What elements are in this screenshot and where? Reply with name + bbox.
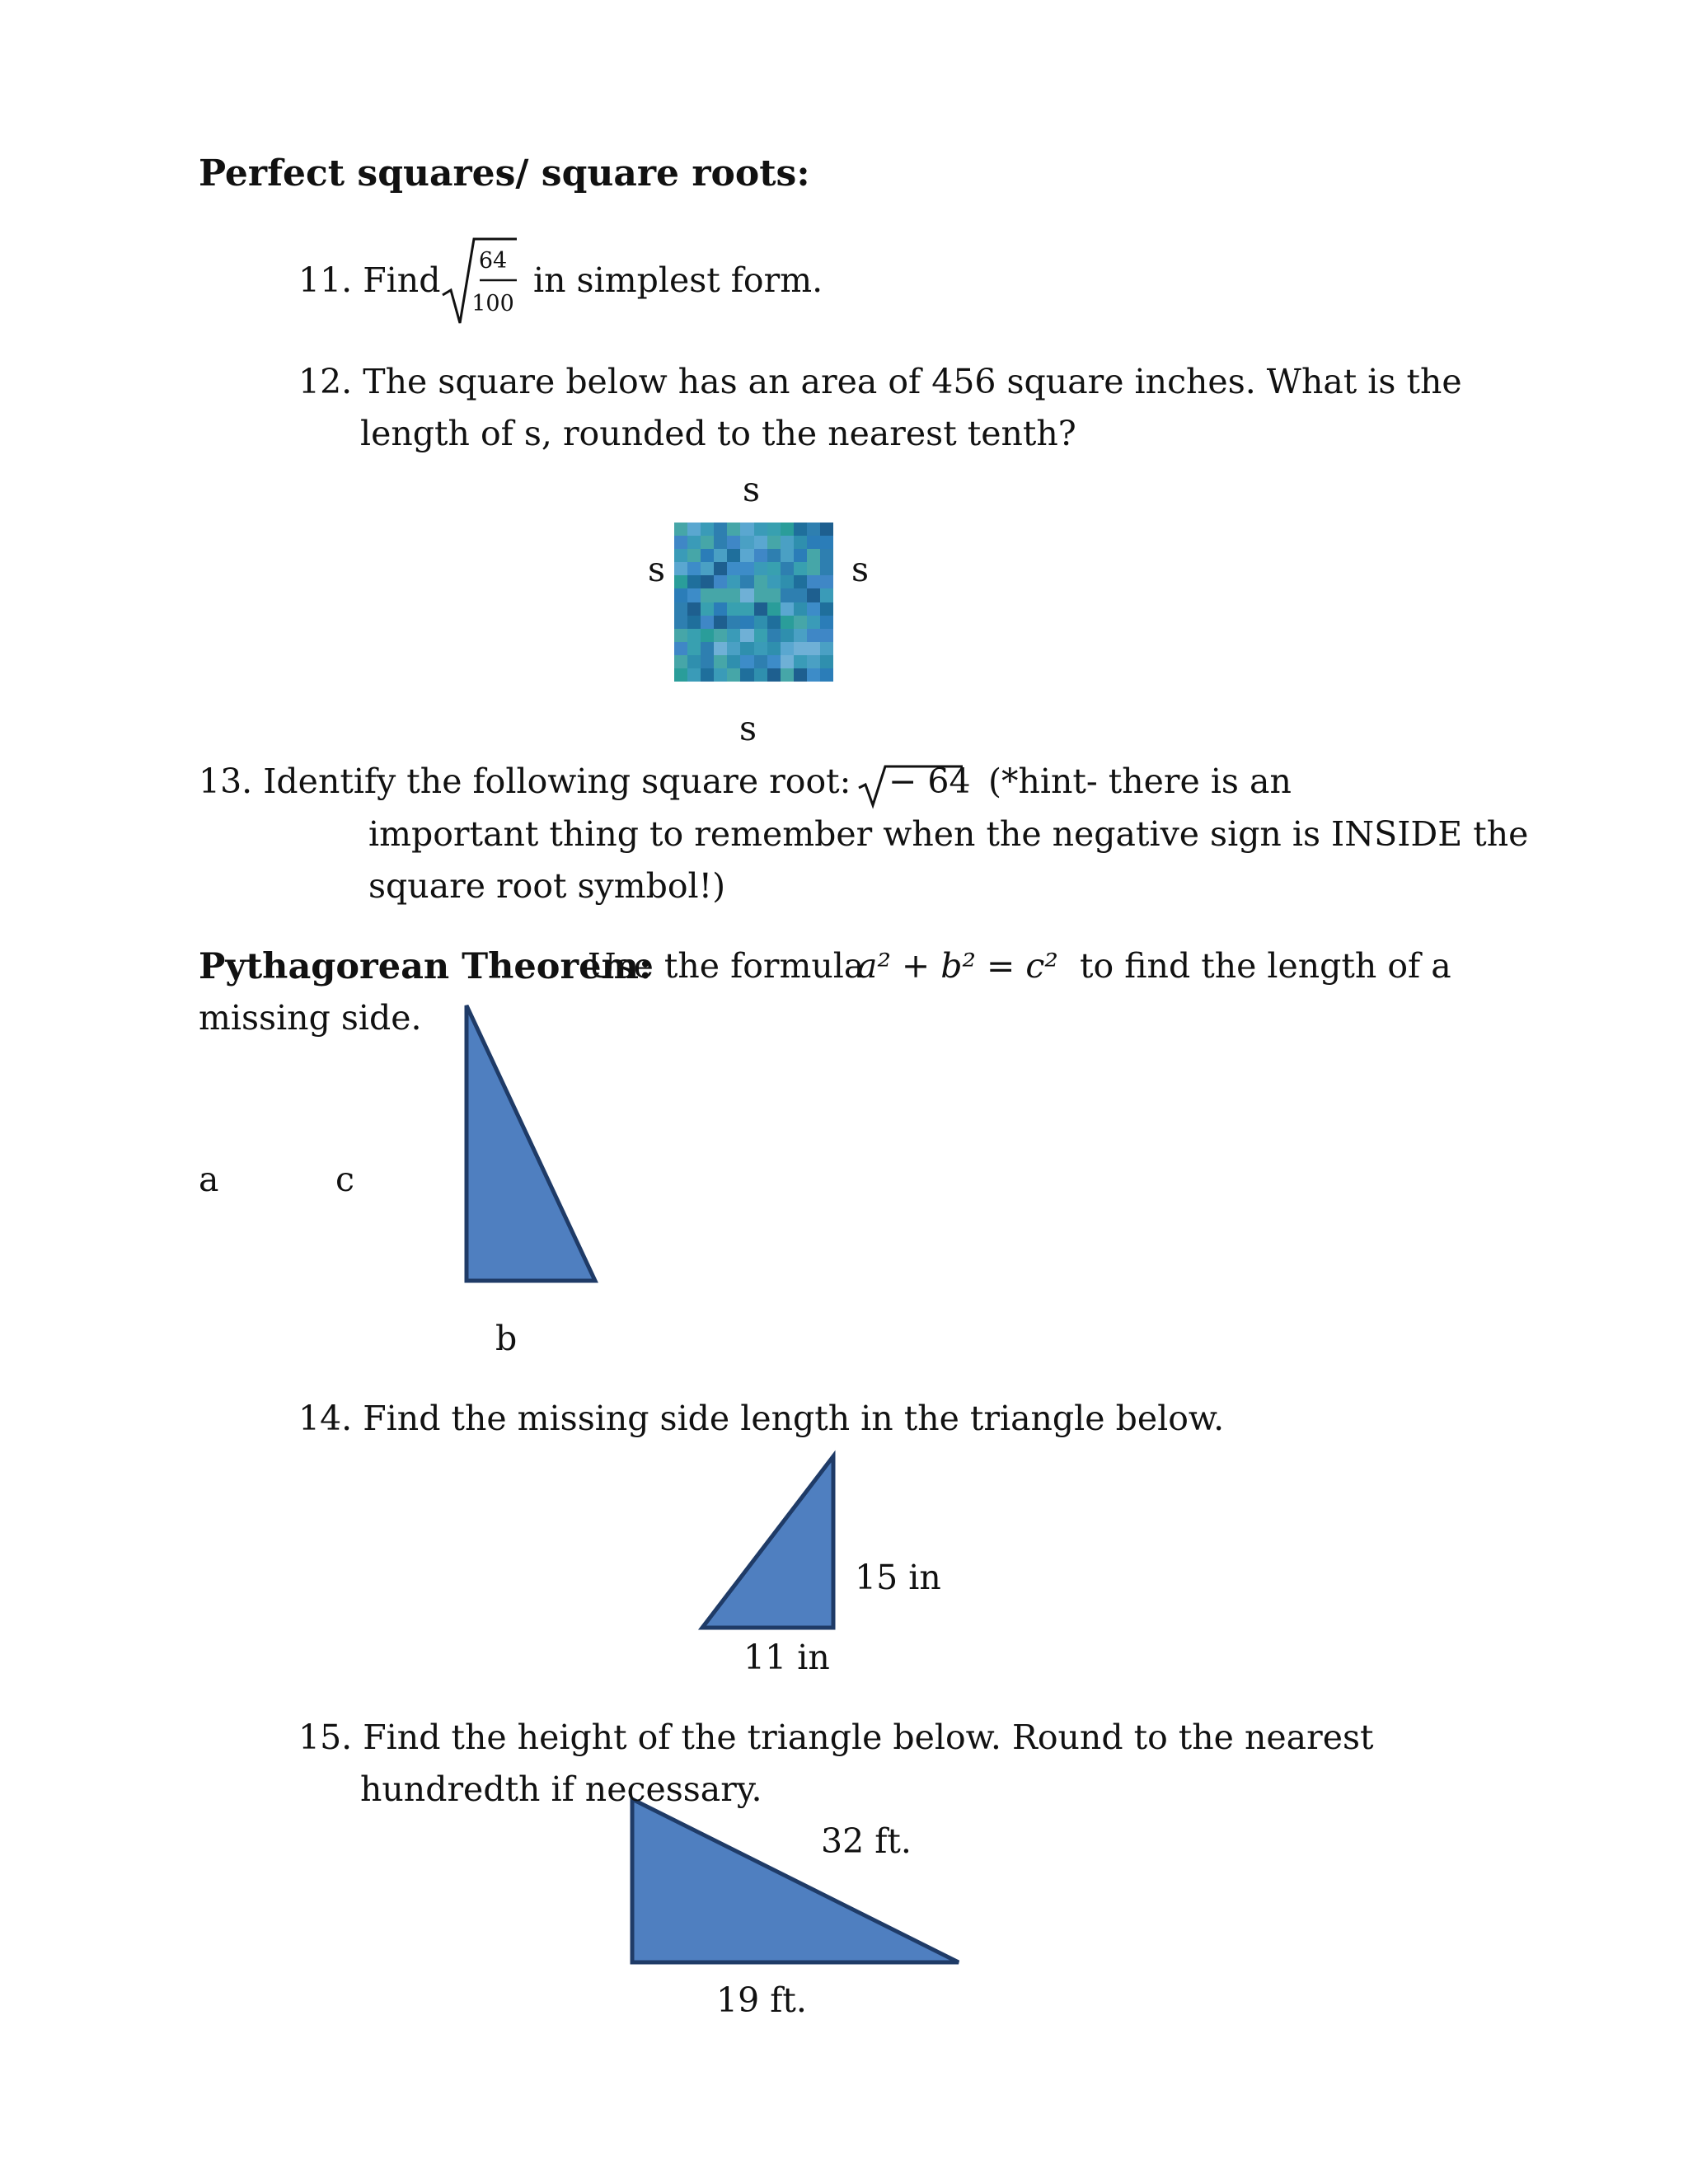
q15-hypotenuse: 32 ft. [821, 1821, 912, 1861]
q13-prefix: 13. Identify the following square root: [199, 762, 851, 801]
q13-hint-line1: (*hint- there is an [988, 762, 1292, 801]
section-heading-pythagorean: Pythagorean Theorem: [199, 946, 652, 987]
q15-base: 19 ft. [716, 1980, 807, 2020]
q11-numerator: 64 [478, 248, 508, 274]
reference-right-triangle [467, 1005, 595, 1281]
q12-line2: length of s, rounded to the nearest tenth? [360, 414, 1076, 453]
formula: a² + b² = c² [857, 946, 1058, 986]
q13-hint-line3: square root symbol!) [368, 866, 726, 906]
formula-intro: Use the formula [588, 946, 865, 986]
triangle-label-a: a [199, 1160, 219, 1199]
triangle-label-b: b [495, 1319, 518, 1358]
square-label-left: s [648, 550, 666, 589]
q12-line1: 12. The square below has an area of 456 square inches. What is the [298, 362, 1462, 401]
q14-triangle [702, 1456, 833, 1628]
q14-side-base: 11 in [743, 1638, 830, 1677]
q11-denominator: 100 [471, 291, 514, 316]
section-heading-perfect-squares: Perfect squares/ square roots: [199, 152, 810, 194]
square-label-bottom: s [739, 709, 757, 748]
formula-outro: to find the length of a [1080, 946, 1451, 986]
triangle-label-c: c [335, 1160, 354, 1199]
q14-text: 14. Find the missing side length in the triangle below. [298, 1399, 1225, 1438]
q11-suffix: in simplest form. [533, 260, 823, 300]
q13-radicand: − 64 [889, 762, 971, 801]
q15-line2: hundredth if necessary. [360, 1769, 762, 1809]
square-label-top: s [743, 470, 761, 509]
section2-line2: missing side. [199, 998, 422, 1038]
q14-side-vertical: 15 in [855, 1558, 941, 1597]
q15-line1: 15. Find the height of the triangle below. Round to the nearest [298, 1718, 1374, 1757]
q13-hint-line2: important thing to remember when the negative sign is INSIDE the [368, 814, 1529, 854]
square-label-right: s [851, 550, 870, 589]
q11-prefix: 11. Find [298, 260, 441, 300]
